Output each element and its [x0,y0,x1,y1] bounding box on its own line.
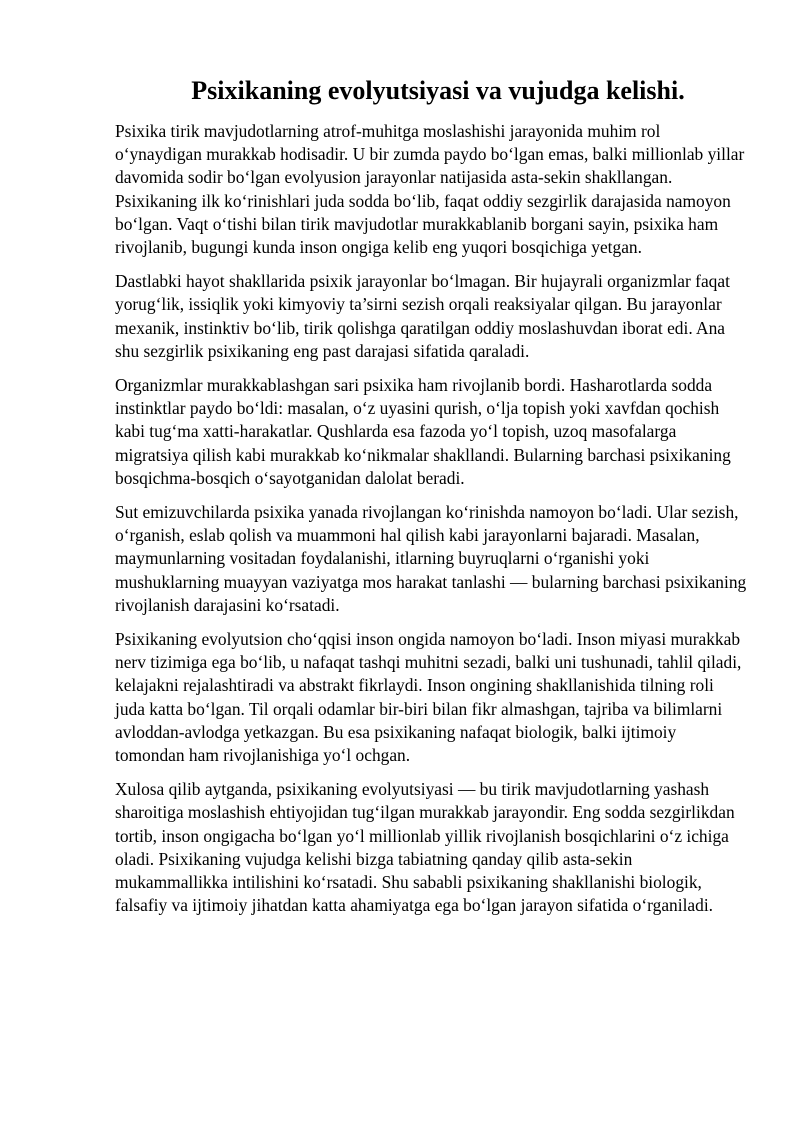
paragraph-conclusion: Xulosa qilib aytganda, psixikaning evolyutsiyasi — bu tirik mavjudotlarning yashash sharoitiga moslashish ehtiyojidan tug‘ilgan murakkab jarayondir. Eng sodda sezgirlikdan tortib, inson ongigacha bo‘lgan yo‘l millionlab yillik rivojlanish bosqichlarini o‘z ichiga oladi. Psixikaning vujudga kelishi bizga tabiatning qanday qilib asta-sekin mukammallikka intilishini ko‘rsatadi. Shu sababli psixikaning shakllanishi biologik, falsafiy va ijtimoiy jihatdan katta ahamiyatga ega bo‘lgan jarayon sifatida o‘rganiladi. [115,779,735,916]
paragraph-insects-birds: Organizmlar murakkablashgan sari psixika ham rivojlanib bordi. Hasharotlarda sodda instinktlar paydo bo‘ldi: masalan, o‘z uyasini qurish, o‘lja topish yoki xavfdan qochish kabi tug‘ma xatti-harakatlar. Qushlarda esa fazoda yo‘l topish, uzoq masofalarga migratsiya qilish kabi murakkab ko‘nikmalar shakllandi. Bularning barchasi psixikaning bosqichma-bosqich o‘sayotganidan dalolat beradi. [115,375,731,488]
paragraph-early-life: Dastlabki hayot shakllarida psixik jarayonlar bo‘lmagan. Bir hujayrali organizmlar faqat yorug‘lik, issiqlik yoki kimyoviy ta’sirni sezish orqali reaksiyalar qilgan. Bu jarayonlar mexanik, instinktiv bo‘lib, tirik qolishga qaratilgan oddiy moslashuvdan iborat edi. Ana shu sezgirlik psixikaning eng past darajasi sifatida qaraladi. [115,271,730,361]
paragraph-intro: Psixika tirik mavjudotlarning atrof-muhitga moslashishi jarayonida muhim rol o‘ynaydigan murakkab hodisadir. U bir zumda paydo bo‘lgan emas, balki millionlab yillar davomida sodir bo‘lgan evolyusion jarayonlar natijasida asta-sekin shakllangan. Psixikaning ilk ko‘rinishlari juda sodda bo‘lib, faqat oddiy sezgirlik darajasida namoyon bo‘lgan. Vaqt o‘tishi bilan tirik mavjudotlar murakkablanib borgani sayin, psixika ham rivojlanib, bugungi kunda inson ongiga kelib eng yuqori bosqichiga yetgan. [115,121,745,258]
document-title: Psixikaning evolyutsiyasi va vujudga kelishi. [191,76,685,105]
paragraph-human-mind: Psixikaning evolyutsion cho‘qqisi inson ongida namoyon bo‘ladi. Inson miyasi murakkab nerv tizimiga ega bo‘lib, u nafaqat tashqi muhitni sezadi, balki uni tushunadi, tahlil qiladi, kelajakni rejalashtiradi va abstrakt fikrlaydi. Inson ongining shakllanishida tilning roli juda katta bo‘lgan. Til orqali odamlar bir-biri bilan fikr almashgan, tajriba va bilimlarni avloddan-avlodga yetkazgan. Bu esa psixikaning nafaqat biologik, balki ijtimoiy tomondan ham rivojlanishiga yo‘l ochgan. [115,629,742,766]
document-page [115,74,747,929]
paragraph-mammals: Sut emizuvchilarda psixika yanada rivojlangan ko‘rinishda namoyon bo‘ladi. Ular sezish, o‘rganish, eslab qolish va muammoni hal qilish kabi jarayonlarni bajaradi. Masalan, maymunlarning vositadan foydalanishi, itlarning buyruqlarni o‘rganishi yoki mushuklarning muayyan vaziyatga mos harakat tanlashi — bularning barchasi psixikaning rivojlanish darajasini ko‘rsatadi. [115,502,747,615]
